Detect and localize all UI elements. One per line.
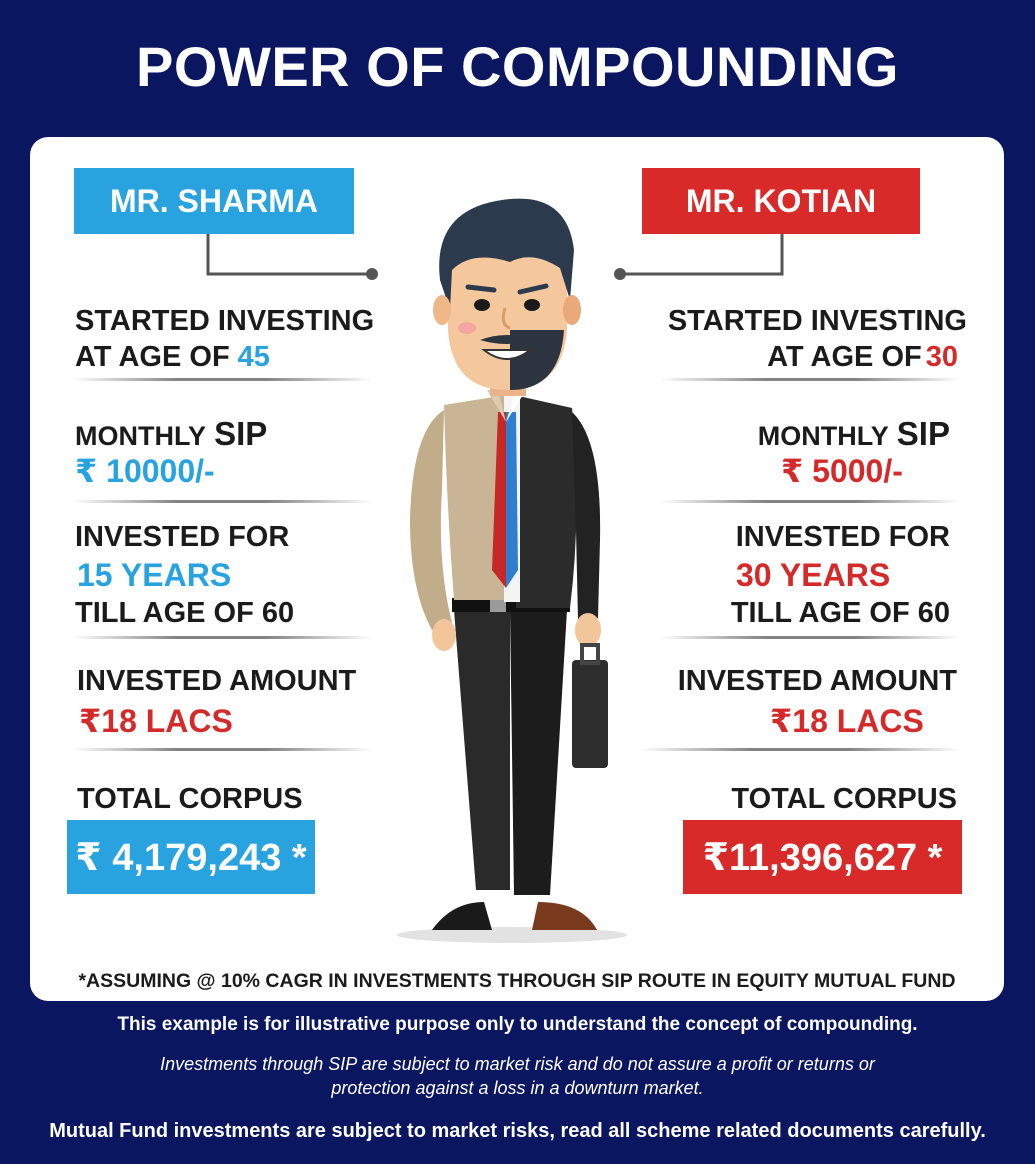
right-till-age: TILL AGE OF 60 <box>730 597 950 629</box>
left-started-line2: AT AGE OF 45 <box>75 341 270 373</box>
sip-risk-disclaimer-line1: Investments through SIP are subject to market risk and do not assure a profit or returns or <box>160 1054 875 1074</box>
divider <box>72 378 372 381</box>
right-start-age: 30 <box>925 341 958 373</box>
left-connector-line <box>200 234 380 284</box>
left-till-age: TILL AGE OF 60 <box>75 597 295 629</box>
sip-risk-disclaimer-line2: protection against a loss in a downturn market. <box>331 1078 704 1098</box>
right-started-line2: AT AGE OF 30 <box>767 341 958 373</box>
left-invested-for: INVESTED FOR <box>75 521 290 553</box>
right-years: 30 YEARS <box>736 557 891 593</box>
right-started-line1: STARTED INVESTING <box>667 305 967 337</box>
divider <box>72 748 372 751</box>
left-total-corpus: ₹ 4,179,243 * <box>67 820 315 894</box>
mutual-fund-disclaimer: Mutual Fund investments are subject to market risks, read all scheme related documents carefully. <box>49 1120 986 1142</box>
page-title: POWER OF COMPOUNDING <box>136 35 899 98</box>
right-monthly-label: MONTHLY SIP <box>757 415 950 452</box>
investor-name-sharma: MR. SHARMA <box>74 168 354 234</box>
right-total-corpus-label: TOTAL CORPUS <box>731 783 957 815</box>
left-invested-amount: ₹18 LACS <box>79 703 233 739</box>
assumption-note: *ASSUMING @ 10% CAGR IN INVESTMENTS THROUGH SIP ROUTE IN EQUITY MUTUAL FUND <box>78 970 956 992</box>
divider <box>660 378 960 381</box>
right-total-corpus: ₹11,396,627 * <box>683 820 962 894</box>
sip-risk-disclaimer <box>0 1052 1035 1100</box>
right-sip-amount: ₹ 5000/- <box>781 453 903 489</box>
right-connector-line <box>610 234 790 284</box>
left-invested-amount-label: INVESTED AMOUNT <box>77 665 357 697</box>
right-invested-amount-label: INVESTED AMOUNT <box>677 665 957 697</box>
left-years: 15 YEARS <box>77 557 232 593</box>
businessman-illustration-icon <box>392 190 632 950</box>
illustrative-disclaimer: This example is for illustrative purpose only to understand the concept of compounding. <box>117 1014 918 1035</box>
left-monthly-label: MONTHLY SIP <box>75 415 268 452</box>
left-total-corpus-label: TOTAL CORPUS <box>77 783 303 815</box>
divider <box>72 500 372 503</box>
right-invested-for: INVESTED FOR <box>735 521 950 553</box>
left-started-line1: STARTED INVESTING <box>75 305 375 337</box>
right-invested-amount: ₹18 LACS <box>770 703 924 739</box>
divider <box>72 636 372 639</box>
left-start-age: 45 <box>237 341 270 373</box>
investor-name-kotian: MR. KOTIAN <box>642 168 920 234</box>
divider <box>640 748 960 751</box>
divider <box>660 636 960 639</box>
divider <box>660 500 960 503</box>
left-sip-amount: ₹ 10000/- <box>75 453 215 489</box>
